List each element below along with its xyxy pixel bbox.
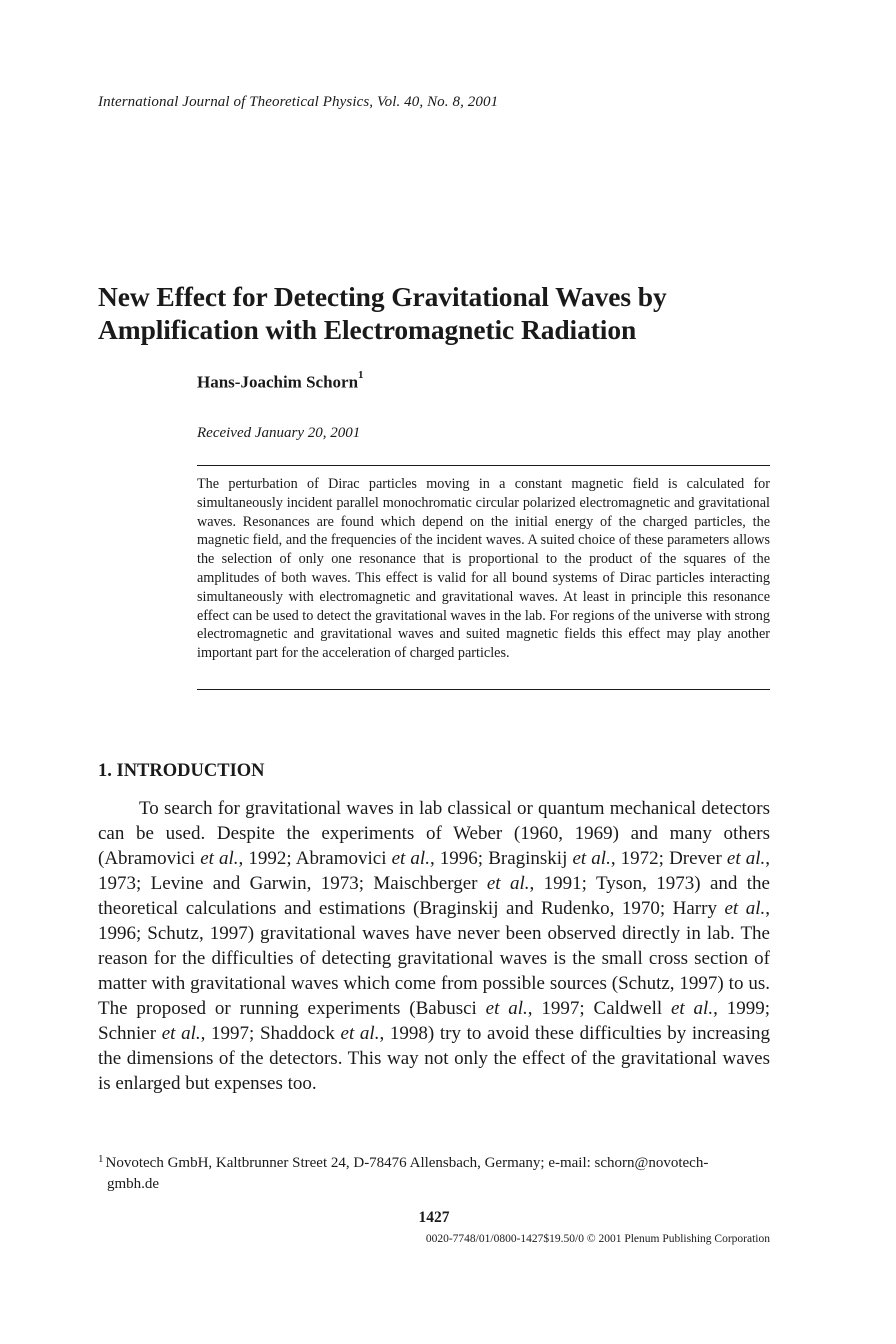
abstract-text: The perturbation of Dirac particles moving in a constant magnetic field is calculated for simultaneously incident parallel monochromatic circular polarized electromagnetic and gravitational waves. Resonances are found which depend on the initial energy of the charged particles, the magnetic field, and the frequencies of the incident waves. A suited choice of these parameters allows the selection of only one resonance that is proportional to the product of the squares of the amplitudes of both waves. This effect is valid for all bound systems of Dirac particles interacting simultaneously with electromagnetic and gravitational waves. At least in principle this resonance effect can be used to detect the gravitational waves in the lab. For regions of the universe with strong electromagnetic and gravitational waves and suited magnetic fields this effect may play another important part for the acceleration of charged particles. (197, 476, 770, 662)
footnote-text: Novotech GmbH, Kaltbrunner Street 24, D-78476 Allensbach, Germany; e-mail: schorn@novotech- (105, 1155, 709, 1171)
et-al: et al. (200, 848, 239, 869)
et-al: et al. (486, 873, 530, 894)
et-al: et al. (391, 848, 430, 869)
intro-text: , 1998) try to avoid these difficulties by increasing the dimensions of the detectors. This way not only the effect of the gravitational waves is enlarged but expenses too. (98, 1023, 770, 1094)
section-heading: 1. INTRODUCTION (98, 761, 265, 781)
et-al: et al. (161, 1023, 201, 1044)
et-al: et al. (340, 1023, 380, 1044)
author (197, 369, 364, 393)
intro-text: , 1997; Caldwell (527, 998, 671, 1019)
footnote-line-2: gmbh.de (107, 1176, 160, 1192)
et-al: et al. (670, 998, 714, 1019)
journal-citation: International Journal of Theoretical Physics, Vol. 40, No. 8, 2001 (98, 94, 499, 110)
intro-text: , 1996; Schutz, 1997) gravitational waves have never been observed directly in lab. The reason for the difficulties of detecting gravitational waves is the small cross section of matter with gravitational waves which come from possible sources (Schutz, 1997) to us. The proposed or running experiments (Babusci (98, 898, 770, 1019)
intro-text: , 1997; Shaddock (200, 1023, 341, 1044)
title-line-2: Amplification with Electromagnetic Radiation (98, 314, 637, 345)
intro-text: , 1991; Tyson, 1973) and the theoretical calculations and estimations (Braginskij and Rudenko, 1970; Harry (98, 873, 770, 919)
introduction-body (98, 796, 770, 1096)
footnote-mark: 1 (98, 1153, 104, 1165)
author-name: Hans-Joachim Schorn (197, 372, 359, 392)
intro-text: , 1973; Levine and Garwin, 1973; Maischberger (98, 848, 771, 894)
introduction-paragraph (98, 796, 770, 1096)
et-al: et al. (726, 848, 766, 869)
page-number: 1427 (418, 1209, 450, 1226)
intro-text: , 1972; Drever (610, 848, 727, 869)
et-al: et al. (724, 898, 766, 919)
intro-text: , 1996; Braginskij (429, 848, 573, 869)
footnote-line-1 (98, 1153, 770, 1174)
intro-text: To search for gravitational waves in lab classical or quantum mechanical detectors can be used. Despite the experiments of Weber (1960, 1969) and many others (Abramovici (98, 798, 770, 869)
footnote (98, 1153, 770, 1194)
abstract (197, 465, 770, 690)
et-al: et al. (485, 998, 528, 1019)
received-date: Received January 20, 2001 (197, 425, 361, 441)
author-footnote-mark: 1 (358, 369, 364, 381)
et-al: et al. (572, 848, 611, 869)
title-line-1: New Effect for Detecting Gravitational Waves by (98, 281, 667, 312)
intro-text: , 1999; Schnier (98, 998, 770, 1044)
copyright-line: 0020-7748/01/0800-1427$19.50/0 © 2001 Plenum Publishing Corporation (425, 1233, 770, 1245)
intro-text: , 1992; Abramovici (238, 848, 392, 869)
article-title (98, 280, 778, 346)
